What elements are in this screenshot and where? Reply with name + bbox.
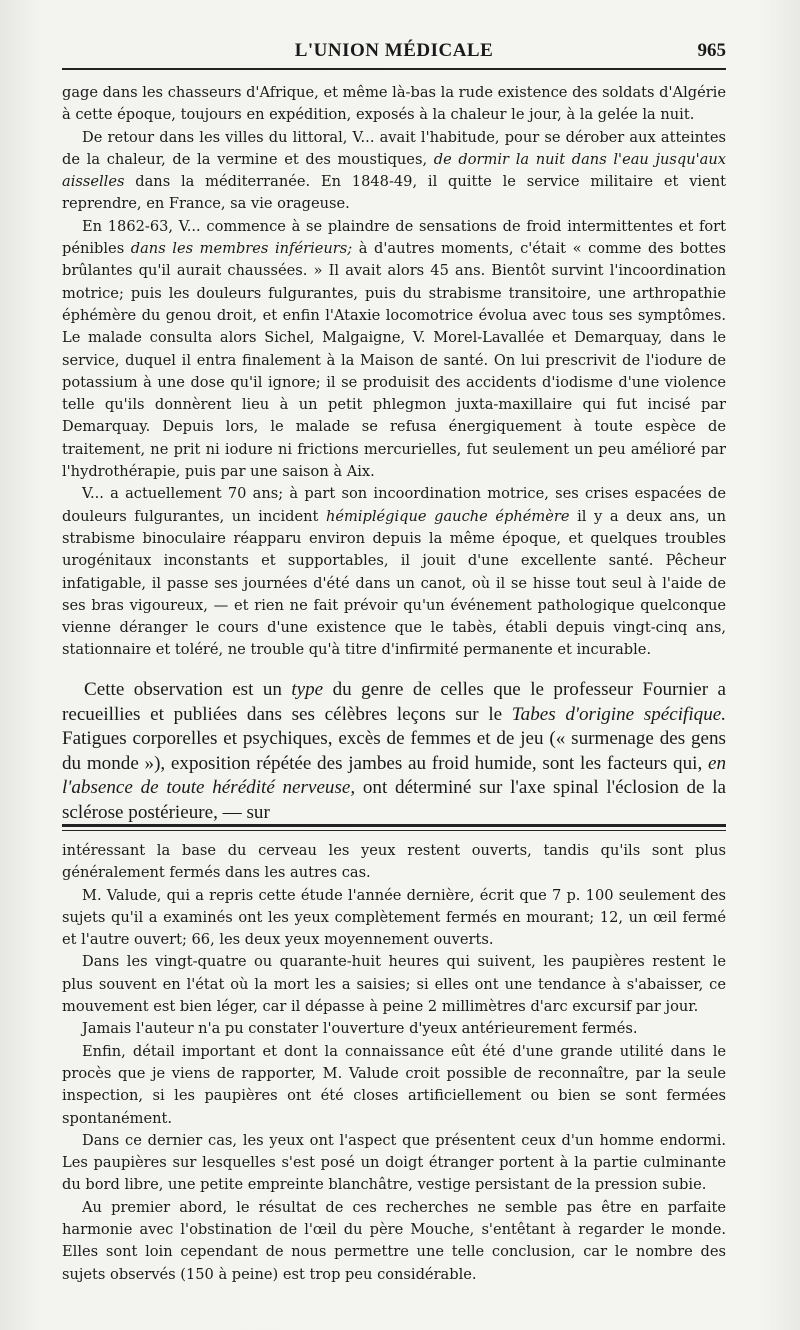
case-paragraph-1: gage dans les chasseurs d'Afrique, et même là-bas la rude existence des soldats d'Algérie à cette époque, toujours en expédition, exposés à la chaleur le jour, à la gelée la nuit. — [62, 84, 726, 124]
running-title: L'UNION MÉDICALE — [294, 40, 494, 61]
feuilleton-block — [62, 840, 726, 1286]
case-paragraph-4: V... a actuellement 70 ans; à part son incoordination motrice, ses crises espacées de douleurs fulgurantes, un incident hémiplégique gauche éphémère il y a deux ans, un strabisme binoculaire réapparu environ depuis la même époque, et quelques troubles urogénitaux inconstants et supportables, il jouit d'une excellente santé. Pêcheur infatigable, il passe ses journées d'été dans un canot, où il se hisse tout seul à l'aide de ses bras vigoureux, — et rien ne fait prévoir qu'un événement pathologique quelconque vienne déranger le cours d'une existence que le tabès, établi depuis vingt-cinq ans, stationnaire et toléré, ne trouble qu'à titre d'infirmité permanente et incurable. — [62, 485, 726, 659]
feuilleton-paragraph-2: M. Valude, qui a repris cette étude l'année dernière, écrit que 7 p. 100 seulement des sujets qu'il a examinés ont les yeux complètement fermés en mourant; 12, un œil fermé et l'autre ouvert; 66, les deux yeux moyennement ouverts. — [62, 886, 726, 949]
section-divider-thin — [62, 830, 726, 831]
feuilleton-paragraph-6: Dans ce dernier cas, les yeux ont l'aspect que présentent ceux d'un homme endormi. Les paupières sur lesquelles s'est posé un doigt étranger portent à la partie culminante du bord libre, une petite empreinte blanchâtre, vestige persistant de la pression subie. — [62, 1131, 726, 1194]
main-paragraph: Cette observation est un type du genre de celles que le professeur Fournier a recueillies et publiées dans ses célèbres leçons sur le Tabes d'origine spécifique. Fatigues corporelles et psychiques, excès de femmes et de jeu (« surmenage des gens du monde »), exposition répétée des jambes au froid humide, sont les facteurs qui, en l'absence de toute hérédité nerveuse, ont déterminé sur l'axe spinal l'éclosion de la sclérose postérieure, — sur — [62, 679, 726, 823]
section-divider-thick — [62, 824, 726, 827]
running-header — [62, 40, 726, 70]
feuilleton-paragraph-4: Jamais l'auteur n'a pu constater l'ouverture d'yeux antérieurement fermés. — [82, 1020, 638, 1038]
case-report-block — [62, 82, 726, 662]
feuilleton-paragraph-3: Dans les vingt-quatre ou quarante-huit heures qui suivent, les paupières restent le plus souvent en l'état où la mort les a saisies; si elles ont une tendance à s'abaisser, ce mouvement est bien léger, car il dépasse à peine 2 millimètres d'arc excursif par jour. — [62, 953, 726, 1016]
main-text-block — [62, 678, 726, 825]
page-number: 965 — [697, 40, 726, 61]
feuilleton-paragraph-5: Enfin, détail important et dont la connaissance eût été d'une grande utilité dans le procès que je viens de rapporter, M. Valude croit possible de reconnaître, par la seule inspection, si les paupières ont été closes artificiellement ou bien se sont fermées spontanément. — [62, 1042, 726, 1127]
feuilleton-paragraph-1: intéressant la base du cerveau les yeux restent ouverts, tandis qu'ils sont plus généralement fermés dans les autres cas. — [62, 842, 726, 882]
header-rule — [62, 68, 726, 70]
case-paragraph-2: De retour dans les villes du littoral, V... avait l'habitude, pour se dérober aux atteintes de la chaleur, de la vermine et des moustiques, de dormir la nuit dans l'eau jusqu'aux aisselles dans la méditerranée. En 1848-49, il quitte le service militaire et vient reprendre, en France, sa vie orageuse. — [62, 128, 726, 213]
feuilleton-paragraph-7: Au premier abord, le résultat de ces recherches ne semble pas être en parfaite harmonie avec l'obstination de l'œil du père Mouche, s'entêtant à regarder le monde. Elles sont loin cependant de nous permettre une telle conclusion, car le nombre des sujets observés (150 à peine) est trop peu considérable. — [62, 1198, 726, 1283]
case-paragraph-3: En 1862-63, V... commence à se plaindre de sensations de froid intermittentes et fort pénibles dans les membres inférieurs; à d'autres moments, c'était « comme des bottes brûlantes qu'il aurait chaussées. » Il avait alors 45 ans. Bientôt survint l'incoordination motrice; puis les douleurs fulgurantes, puis du strabisme transitoire, une arthropathie éphémère du genou droit, et enfin l'Ataxie locomotrice évolua avec tous ses symptômes. Le malade consulta alors Sichel, Malgaigne, V. Morel-Lavallée et Demarquay, dans le service, duquel il entra finalement à la Maison de santé. On lui prescrivit de l'iodure de potassium à une dose qu'il ignore; il se produisit des accidents d'iodisme d'une violence telle qu'ils donnèrent lieu à un petit phlegmon juxta-maxillaire qui fut incisé par Demarquay. Depuis lors, le malade se refusa énergiquement à toute espèce de traitement, ne prit ni iodure ni frictions mercurielles, fut seulement un peu amélioré par l'hydrothérapie, puis par une saison à Aix. — [62, 217, 726, 481]
